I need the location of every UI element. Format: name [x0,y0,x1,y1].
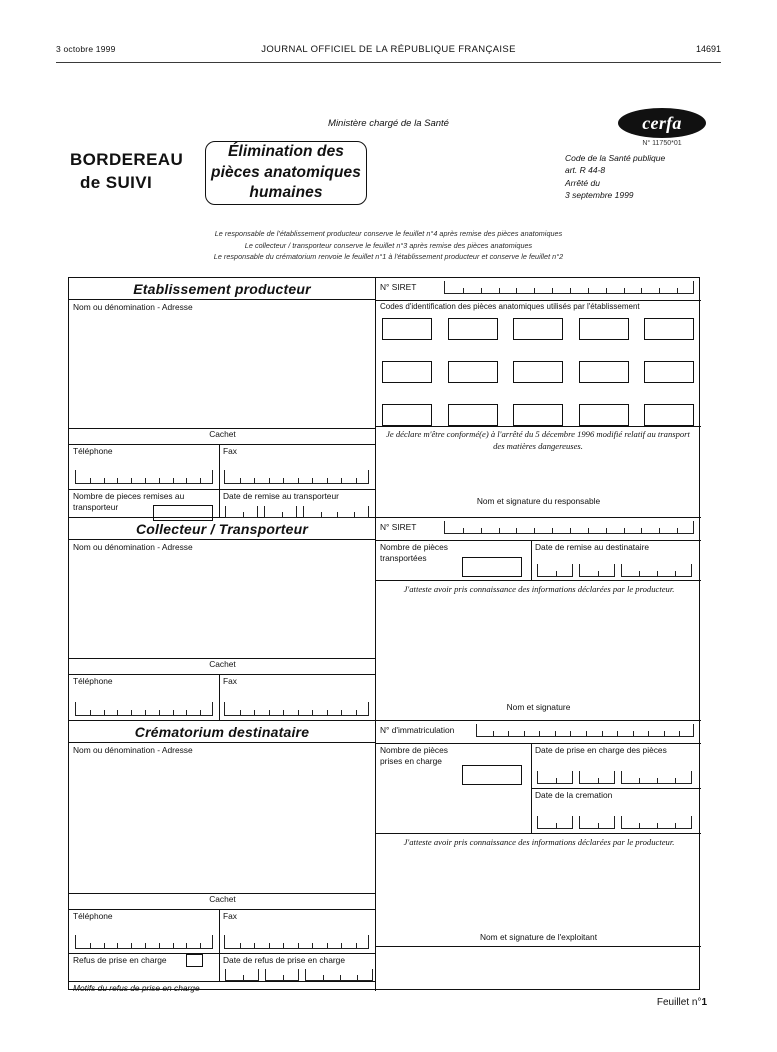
collecteur-title-text: Collecteur / Transporteur [135,520,308,537]
bordereau-heading [70,148,210,195]
collecteur-signature-label: Nom et signature [506,702,571,712]
feuillet-footer [657,997,707,1008]
date-group[interactable] [225,506,258,518]
producteur-declaration-divider [376,426,701,427]
code-identification-input[interactable] [579,361,629,383]
collecteur-pieces-label-l2: transportées [380,552,427,563]
date-group[interactable] [537,771,573,784]
feuillet-number: 1 [701,997,707,1008]
code-identification-input[interactable] [448,318,498,340]
date-group[interactable] [303,506,369,518]
bordereau-line-1: BORDEREAU [70,150,184,169]
bordereau-line-2: de SUIVI [80,173,153,193]
collecteur-attestation-text: J'atteste avoir pris connaissance des informations déclarées par le producteur. [403,584,675,594]
date-group[interactable] [264,506,297,518]
code-identification-input[interactable] [579,404,629,426]
journal-page-number: 14691 [695,44,721,54]
crematorium-attestation-text: J'atteste avoir pris connaissance des informations déclarées par le producteur. [403,837,675,847]
producteur-fax-label: Fax [223,446,237,456]
cerfa-logo-text: cerfa [642,112,682,133]
journal-title: JOURNAL OFFICIEL DE LA RÉPUBLIQUE FRANÇAISE [261,44,516,55]
collecteur-siret-input[interactable] [444,521,694,534]
producteur-siret-input[interactable] [444,281,694,294]
section-etablissement-producteur [69,278,701,518]
instruction-line-3: Le responsable du crématorium renvoie le feuillet n°1 à l'établissement producteur et conserve le feuillet n°2 [213,252,564,262]
producteur-phonefax-top-divider [69,444,376,445]
code-identification-input[interactable] [644,404,694,426]
crematorium-phone-input[interactable] [75,935,213,949]
producteur-siret-divider [376,300,701,301]
date-group[interactable] [305,969,373,981]
producteur-phone-input[interactable] [75,470,213,484]
date-group[interactable] [621,564,693,577]
collecteur-section-title [69,518,375,540]
date-group[interactable] [225,969,259,981]
legal-ref-line-1: Code de la Santé publique [565,153,666,163]
producteur-signature-area[interactable] [386,456,691,494]
date-group[interactable] [621,771,693,784]
producteur-section-title [69,278,375,300]
producteur-phonefax-split [219,444,220,489]
collecteur-pieces-count-input[interactable] [462,557,522,577]
crematorium-name-address-label: Nom ou dénomination - Adresse [73,745,193,755]
code-identification-input[interactable] [382,318,432,340]
code-identification-input[interactable] [513,361,563,383]
crematorium-phone-label: Téléphone [73,911,113,921]
crematorium-name-address-input[interactable] [73,757,369,889]
crematorium-pieces-count-input[interactable] [462,765,522,785]
date-group[interactable] [265,969,299,981]
collecteur-cachet-area[interactable] [69,658,376,674]
crematorium-pieces-label [380,745,525,767]
crematorium-motifs-label: Motifs du refus de prise en charge [73,983,200,993]
collecteur-pieces-label-l1: Nombre de pièces [380,542,448,552]
header-divider [56,62,721,63]
producteur-cachet-area[interactable] [69,428,376,444]
producteur-name-address-input[interactable] [73,314,369,424]
crematorium-date-cremation-label: Date de la cremation [535,790,613,800]
code-identification-input[interactable] [448,404,498,426]
crematorium-pieces-label-l2: prises en charge [380,755,442,766]
cerfa-logo [618,108,706,138]
crematorium-signature-label: Nom et signature de l'exploitant [479,932,598,942]
producteur-cachet-label: Cachet [209,429,236,439]
legal-ref-line-2: art. R 44-8 [565,165,606,176]
crematorium-refus-divider [69,953,376,954]
code-identification-input[interactable] [579,318,629,340]
crematorium-fax-label: Fax [223,911,237,921]
legal-reference [565,152,665,201]
instructions-block [0,228,777,263]
producteur-declaration-text: Je déclare m'être conformé(e) à l'arrêté du 5 décembre 1996 modifié relatif au transport des matières dangereuses. [386,429,690,452]
legal-ref-line-4: 3 septembre 1999 [565,189,634,200]
cerfa-block [556,108,726,147]
crematorium-phonefax-split [219,909,220,953]
collecteur-cachet-label: Cachet [209,659,236,669]
crematorium-attestation-divider [376,833,701,834]
collecteur-siret-label: N° SIRET [380,522,417,532]
collecteur-siret-divider [376,540,701,541]
crematorium-date-prise-input[interactable] [537,771,692,784]
form-frame [68,277,700,993]
collecteur-fax-input[interactable] [224,702,369,716]
code-identification-input[interactable] [448,361,498,383]
ministry-label: Ministère chargé de la Santé [328,118,449,129]
producteur-date-input[interactable] [225,506,369,518]
form-title: Élimination des pièces anatomiques humaines [211,142,361,202]
crematorium-left-column [69,721,376,991]
crematorium-cachet-label: Cachet [209,894,236,904]
collecteur-name-address-label: Nom ou dénomination - Adresse [73,542,193,552]
collecteur-date-label: Date de remise au destinataire [535,542,650,552]
collecteur-name-address-input[interactable] [73,554,369,654]
collecteur-right-column [376,518,701,720]
crematorium-date-cremation-divider [531,788,701,789]
crematorium-date-prise-label: Date de prise en charge des pièces [535,745,667,755]
crematorium-pieces-label-l1: Nombre de pièces [380,745,448,755]
section-crematorium-destinataire [69,721,701,991]
crematorium-motifs-divider [69,981,376,982]
producteur-left-column [69,278,376,517]
crematorium-section-title [69,721,375,743]
producteur-codes-label: Codes d'identification des pièces anatomiques utilisés par l'établissement [380,302,640,311]
producteur-phone-label: Téléphone [73,446,113,456]
form-title-box [205,141,367,205]
code-identification-input[interactable] [513,318,563,340]
producteur-title-text: Etablissement producteur [133,280,311,297]
producteur-pieces-label-l2: transporteur [73,501,119,512]
producteur-code-grid [382,318,694,426]
crematorium-signature-area[interactable] [386,861,691,929]
producteur-signature-label: Nom et signature du responsable [476,496,601,506]
collecteur-signature-area[interactable] [386,610,691,698]
collecteur-phone-input[interactable] [75,702,213,716]
producteur-name-address-label: Nom ou dénomination - Adresse [73,302,193,312]
code-identification-input[interactable] [644,361,694,383]
crematorium-refus-checkbox[interactable] [186,954,203,967]
collecteur-left-column [69,518,376,720]
cerfa-number: N° 11750*01 [642,140,682,147]
crematorium-cachet-area[interactable] [69,893,376,909]
date-group[interactable] [621,816,693,829]
collecteur-attestation-divider [376,580,701,581]
journal-date: 3 octobre 1999 [56,44,116,54]
collecteur-pieces-split [531,540,532,580]
section-collecteur-transporteur [69,518,701,721]
crematorium-fax-input[interactable] [224,935,369,949]
crematorium-date-cremation-input[interactable] [537,816,692,829]
crematorium-immat-label: N° d'immatriculation [380,725,455,735]
collecteur-phonefax-divider [69,674,376,675]
crematorium-immat-input[interactable] [476,724,694,737]
producteur-siret-label: N° SIRET [380,282,417,292]
crematorium-date-refus-label: Date de refus de prise en charge [223,955,345,965]
crematorium-right-column [376,721,701,991]
collecteur-date-input[interactable] [537,564,692,577]
producteur-pieces-label-l1: Nombre de pieces remises au [73,491,185,501]
date-group[interactable] [579,564,615,577]
date-group[interactable] [537,564,573,577]
producteur-pieces-split [219,489,220,518]
crematorium-date-refus-input[interactable] [225,969,373,981]
producteur-pieces-top-divider [69,489,376,490]
code-identification-input[interactable] [513,404,563,426]
code-identification-input[interactable] [382,404,432,426]
date-group[interactable] [537,816,573,829]
producteur-date-label: Date de remise au transporteur [223,491,339,501]
crematorium-title-text: Crématorium destinataire [134,723,310,740]
journal-header [0,40,777,66]
collecteur-phonefax-split [219,674,220,721]
code-identification-input[interactable] [644,318,694,340]
crematorium-signature-divider [376,946,701,947]
date-group[interactable] [579,816,615,829]
date-group[interactable] [579,771,615,784]
collecteur-phone-label: Téléphone [73,676,113,686]
code-identification-input[interactable] [382,361,432,383]
producteur-right-column [376,278,701,517]
collecteur-fax-label: Fax [223,676,237,686]
crematorium-refus-label: Refus de prise en charge [73,955,167,965]
crematorium-refus-split [219,953,220,981]
instruction-line-1: Le responsable de l'établissement producteur conserve le feuillet n°4 après remise des pièces anatomiques [214,229,563,238]
instruction-line-2: Le collecteur / transporteur conserve le feuillet n°3 après remise des pièces anatomiques [244,240,533,250]
feuillet-label: Feuillet n° [656,997,702,1008]
producteur-fax-input[interactable] [224,470,369,484]
crematorium-immat-divider [376,743,701,744]
crematorium-phonefax-divider [69,909,376,910]
legal-ref-line-3: Arrêté du [565,177,600,188]
